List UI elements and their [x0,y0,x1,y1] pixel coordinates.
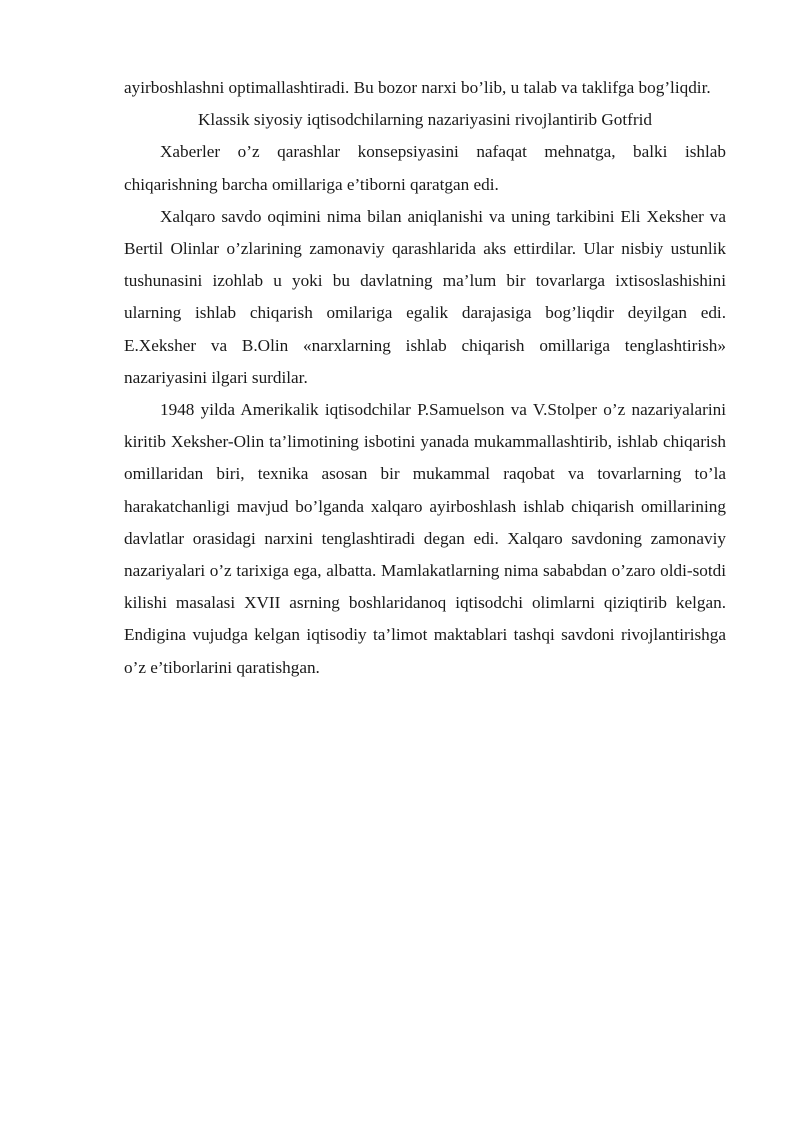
paragraph-2: Klassik siyosiy iqtisodchilarning nazariyasini rivojlantirib Gotfrid [198,110,652,130]
paragraph-1: ayirboshlashni optimallashtiradi. Bu bozor narxi bo’lib, u talab va taklifga bog’liqdir. [124,78,711,97]
paragraph-5: 1948 yilda Amerikalik iqtisodchilar P.Samuelson va V.Stolper o’z nazariyalarini kiritib Xeksher-Olin ta’limotining isbotini yanada mukammallashtirib, ishlab chiqarish omillaridan biri, texnika asosan bir mukammal raqobat va tovarlarning to’la harakatchanligi mavjud bo’lganda xalqaro ayirboshlash ishlab chiqarish omillarining davlatlar orasidagi narxini tenglashtiradi degan edi. Xalqaro savdoning zamonaviy nazariyalari o’z tarixiga ega, albatta. Mamlakatlarning nima sababdan o’zaro oldi-sotdi kilishi masalasi XVII asrning boshlaridanoq iqtisodchi olimlarni qiziqtirib kelgan. Endigina vujudga kelgan iqtisodiy ta’limot maktablari tashqi savdoni rivojlantirishga o’z e’tiborlarini qaratishgan. [124,400,726,677]
paragraph-3: Xaberler o’z qarashlar konsepsiyasini nafaqat mehnatga, balki ishlab chiqarishning barcha omillariga e’tiborni qaratgan edi. [124,142,726,194]
document-page [124,72,726,684]
paragraph-4: Xalqaro savdo oqimini nima bilan aniqlanishi va uning tarkibini Eli Xeksher va Bertil Olinlar o’zlarining zamonaviy qarashlarida aks ettirdilar. Ular nisbiy ustunlik tushunasini izohlab u yoki bu davlatning ma’lum bir tovarlarga ixtisoslashishini ularning ishlab chiqarish omilariga egalik darajasiga bog’liqdir deyilgan edi. E.Xeksher va B.Olin «narxlarning ishlab chiqarish omillariga tenglashtirish» nazariyasini ilgari surdilar. [124,206,726,387]
